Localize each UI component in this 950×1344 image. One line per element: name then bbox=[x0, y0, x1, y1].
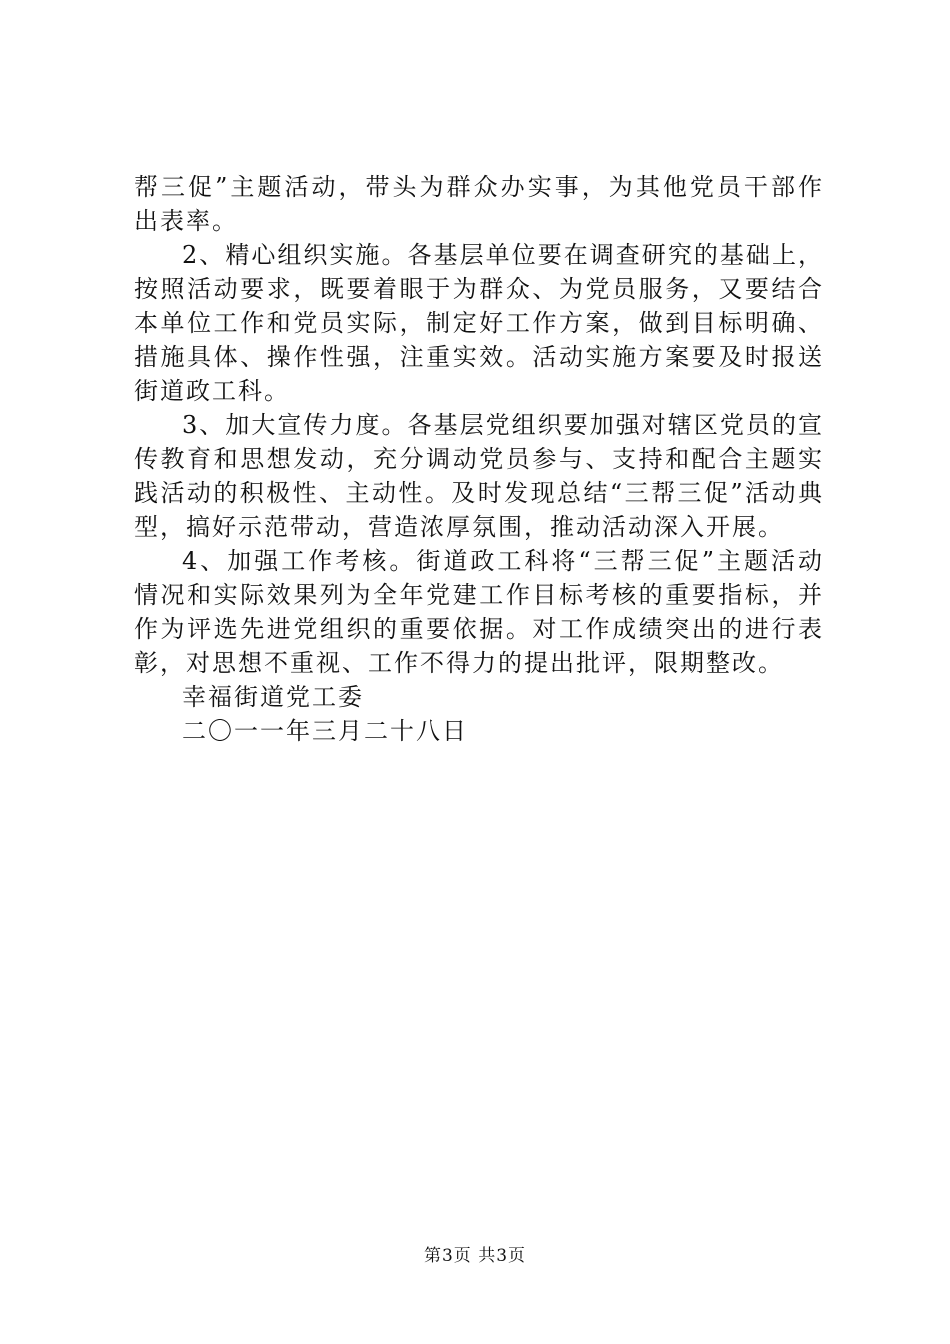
signature-organization: 幸福街道党工委 bbox=[182, 683, 364, 711]
paragraph-publicity: 3、加大宣传力度。各基层党组织要加强对辖区党员的宣传教育和思想发动，充分调动党员参与、支持和配合主题实践活动的积极性、主动性。及时发现总结“三帮三促”活动典型，搞好示范带动，营造浓厚氛围，推动活动深入开展。 bbox=[134, 411, 824, 541]
paragraph-implementation: 2、精心组织实施。各基层单位要在调查研究的基础上，按照活动要求，既要着眼于为群众、为党员服务，又要结合本单位工作和党员实际，制定好工作方案，做到目标明确、措施具体、操作性强，注重实效。活动实施方案要及时报送街道政工科。 bbox=[134, 241, 824, 405]
document-body bbox=[134, 170, 824, 748]
page-footer: 第3页 共3页 bbox=[423, 1246, 527, 1266]
signature-date: 二〇一一年三月二十八日 bbox=[182, 717, 468, 745]
paragraph-continuation: 帮三促”主题活动，带头为群众办实事，为其他党员干部作出表率。 bbox=[134, 173, 824, 235]
paragraph-assessment: 4、加强工作考核。街道政工科将“三帮三促”主题活动情况和实际效果列为全年党建工作目标考核的重要指标，并作为评选先进党组织的重要依据。对工作成绩突出的进行表彰，对思想不重视、工作不得力的提出批评，限期整改。 bbox=[134, 547, 824, 677]
